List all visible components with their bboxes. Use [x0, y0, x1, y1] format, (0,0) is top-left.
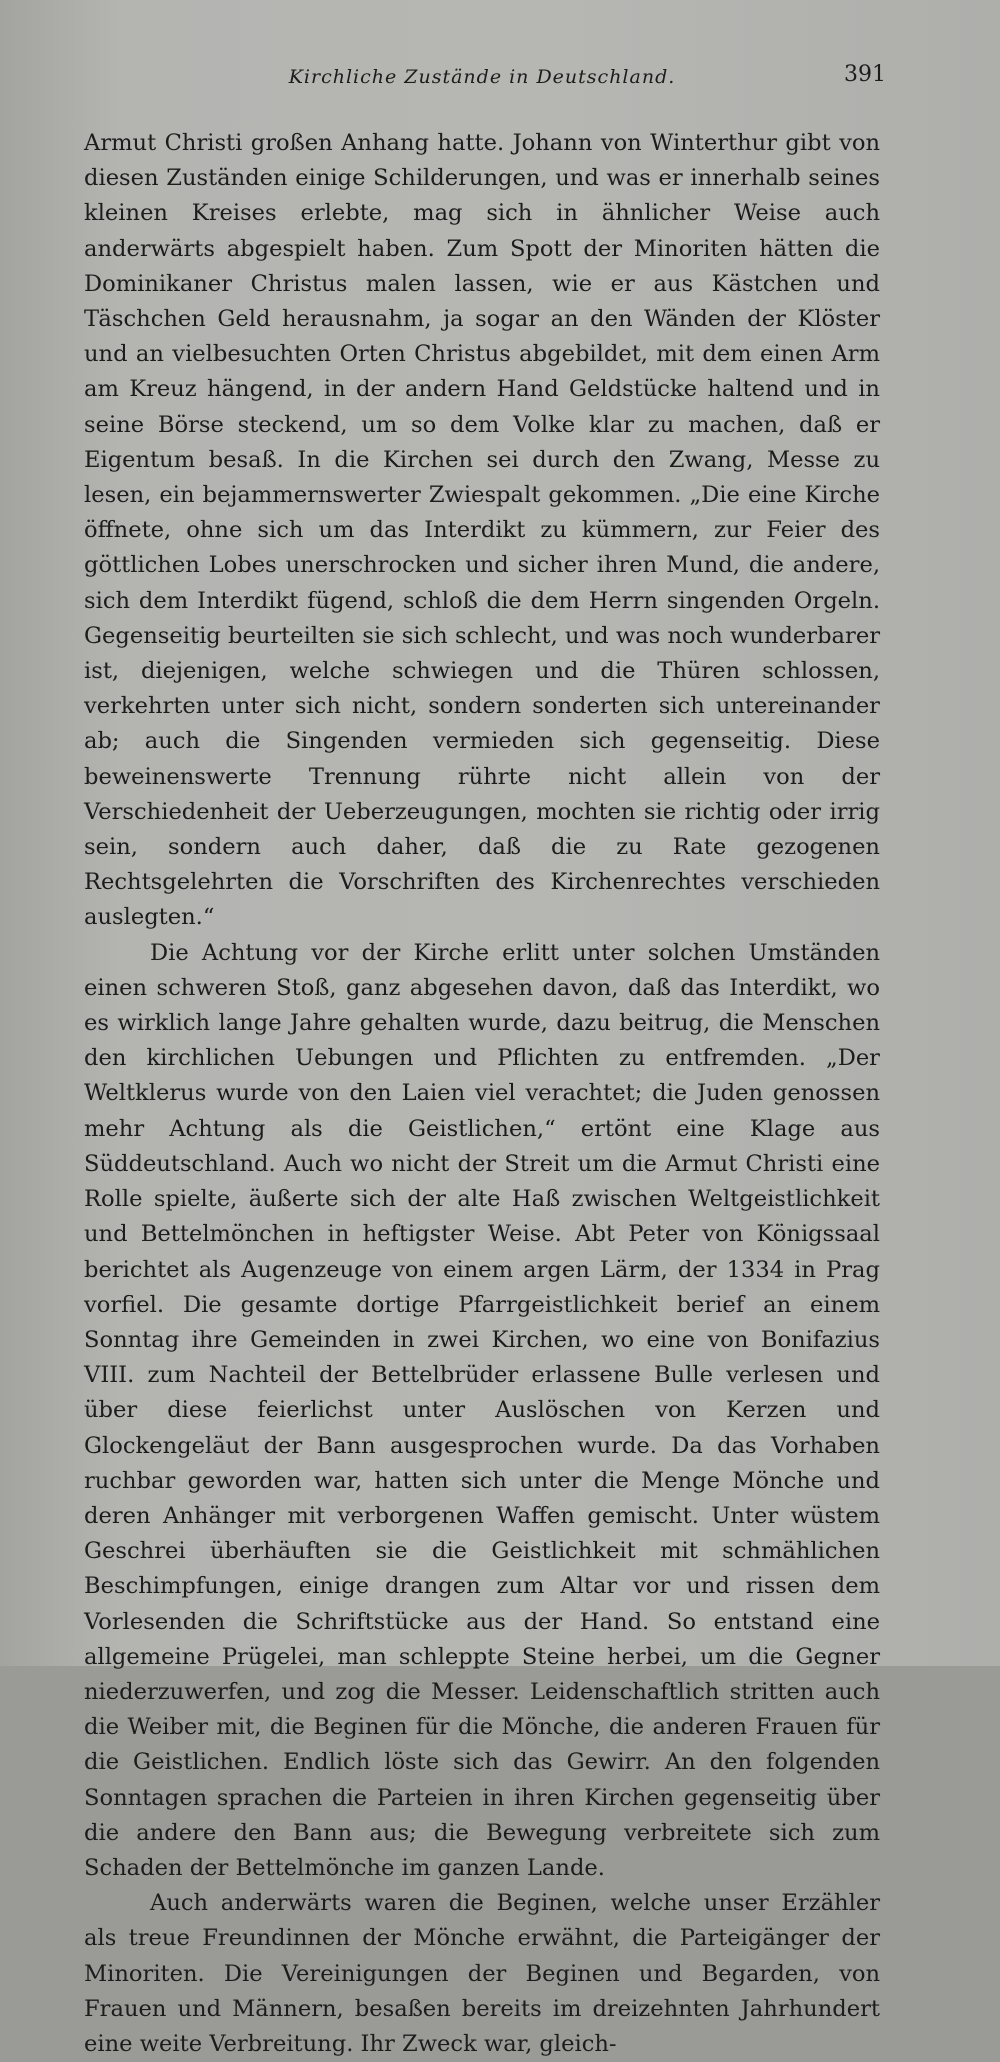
paragraph-2: Die Achtung vor der Kirche erlitt unter solchen Umständen einen schweren Stoß, ganz abgesehen davon, daß das Interdikt, wo es wirklich lange Jahre gehalten wurde, dazu beitrug, die Menschen den kirchlichen Uebungen und Pflichten zu entfremden. „Der Weltklerus wurde von den Laien viel verachtet; die Juden genossen mehr Achtung als die Geistlichen,“ ertönt eine Klage aus Süddeutschland. Auch wo nicht der Streit um die Armut Christi eine Rolle spielte, äußerte sich der alte Haß zwischen Weltgeistlichkeit und Bettelmönchen in heftigster Weise. Abt Peter von Königssaal berichtet als Augenzeuge von einem argen Lärm, der 1334 in Prag vorfiel. Die gesamte dortige Pfarrgeistlichkeit berief an einem Sonntag ihre Gemeinden in zwei Kirchen, wo eine von Bonifazius VIII. zum Nachteil der Bettelbrüder erlassene Bulle verlesen und über diese feierlichst unter Auslöschen von Kerzen und Glockengeläut der Bann ausgesprochen wurde. Da das Vorhaben ruchbar geworden war, hatten sich unter die Menge Mönche und deren Anhänger mit verborgenen Waffen gemischt. Unter wüstem Geschrei überhäuften sie die Geistlichkeit mit schmählichen Beschimpfungen, einige drangen zum Altar vor und rissen dem Vorlesenden die Schriftstücke aus der Hand. So entstand eine allgemeine Prügelei, man schleppte Steine herbei, um die Gegner niederzuwerfen, und zog die Messer. Leidenschaftlich stritten auch die Weiber mit, die Beginen für die Mönche, die anderen Frauen für die Geistlichen. Endlich löste sich das Gewirr. An den folgenden Sonntagen sprachen die Parteien in ihren Kirchen gegenseitig über die andere den Bann aus; die Bewegung verbreitete sich zum Schaden der Bettelmönche im ganzen Lande.: [84, 939, 880, 1881]
body-text: [84, 126, 880, 2062]
page-number: 391: [844, 62, 886, 87]
page-header: [84, 62, 886, 100]
paragraph-1: Armut Christi großen Anhang hatte. Johann von Winterthur gibt von diesen Zuständen einige Schilderungen, und was er innerhalb seines kleinen Kreises erlebte, mag sich in ähnlicher Weise auch anderwärts abgespielt haben. Zum Spott der Minoriten hätten die Dominikaner Christus malen lassen, wie er aus Kästchen und Täschchen Geld herausnahm, ja sogar an den Wänden der Klöster und an vielbesuchten Orten Christus abgebildet, mit dem einen Arm am Kreuz hängend, in der andern Hand Geldstücke haltend und in seine Börse steckend, um so dem Volke klar zu machen, daß er Eigentum besaß. In die Kirchen sei durch den Zwang, Messe zu lesen, ein bejammernswerter Zwiespalt gekommen. „Die eine Kirche öffnete, ohne sich um das Interdikt zu kümmern, zur Feier des göttlichen Lobes unerschrocken und sicher ihren Mund, die andere, sich dem Interdikt fügend, schloß die dem Herrn singenden Orgeln. Gegenseitig beurteilten sie sich schlecht, und was noch wunderbarer ist, diejenigen, welche schwiegen und die Thüren schlossen, verkehrten unter sich nicht, sondern sonderten sich untereinander ab; auch die Singenden vermieden sich gegenseitig. Diese beweinenswerte Trennung rührte nicht allein von der Verschiedenheit der Ueberzeugungen, mochten sie richtig oder irrig sein, sondern auch daher, daß die zu Rate gezogenen Rechtsgelehrten die Vorschriften des Kirchenrechtes verschieden auslegten.“: [84, 130, 880, 931]
running-title: Kirchliche Zustände in Deutschland.: [288, 66, 676, 88]
paragraph-3: Auch anderwärts waren die Beginen, welche unser Erzähler als treue Freundinnen der Mönche erwähnt, die Parteigänger der Minoriten. Die Vereinigungen der Beginen und Begarden, von Frauen und Männern, besaßen bereits im dreizehnten Jahrhundert eine weite Verbreitung. Ihr Zweck war, gleich-: [84, 1890, 880, 2057]
